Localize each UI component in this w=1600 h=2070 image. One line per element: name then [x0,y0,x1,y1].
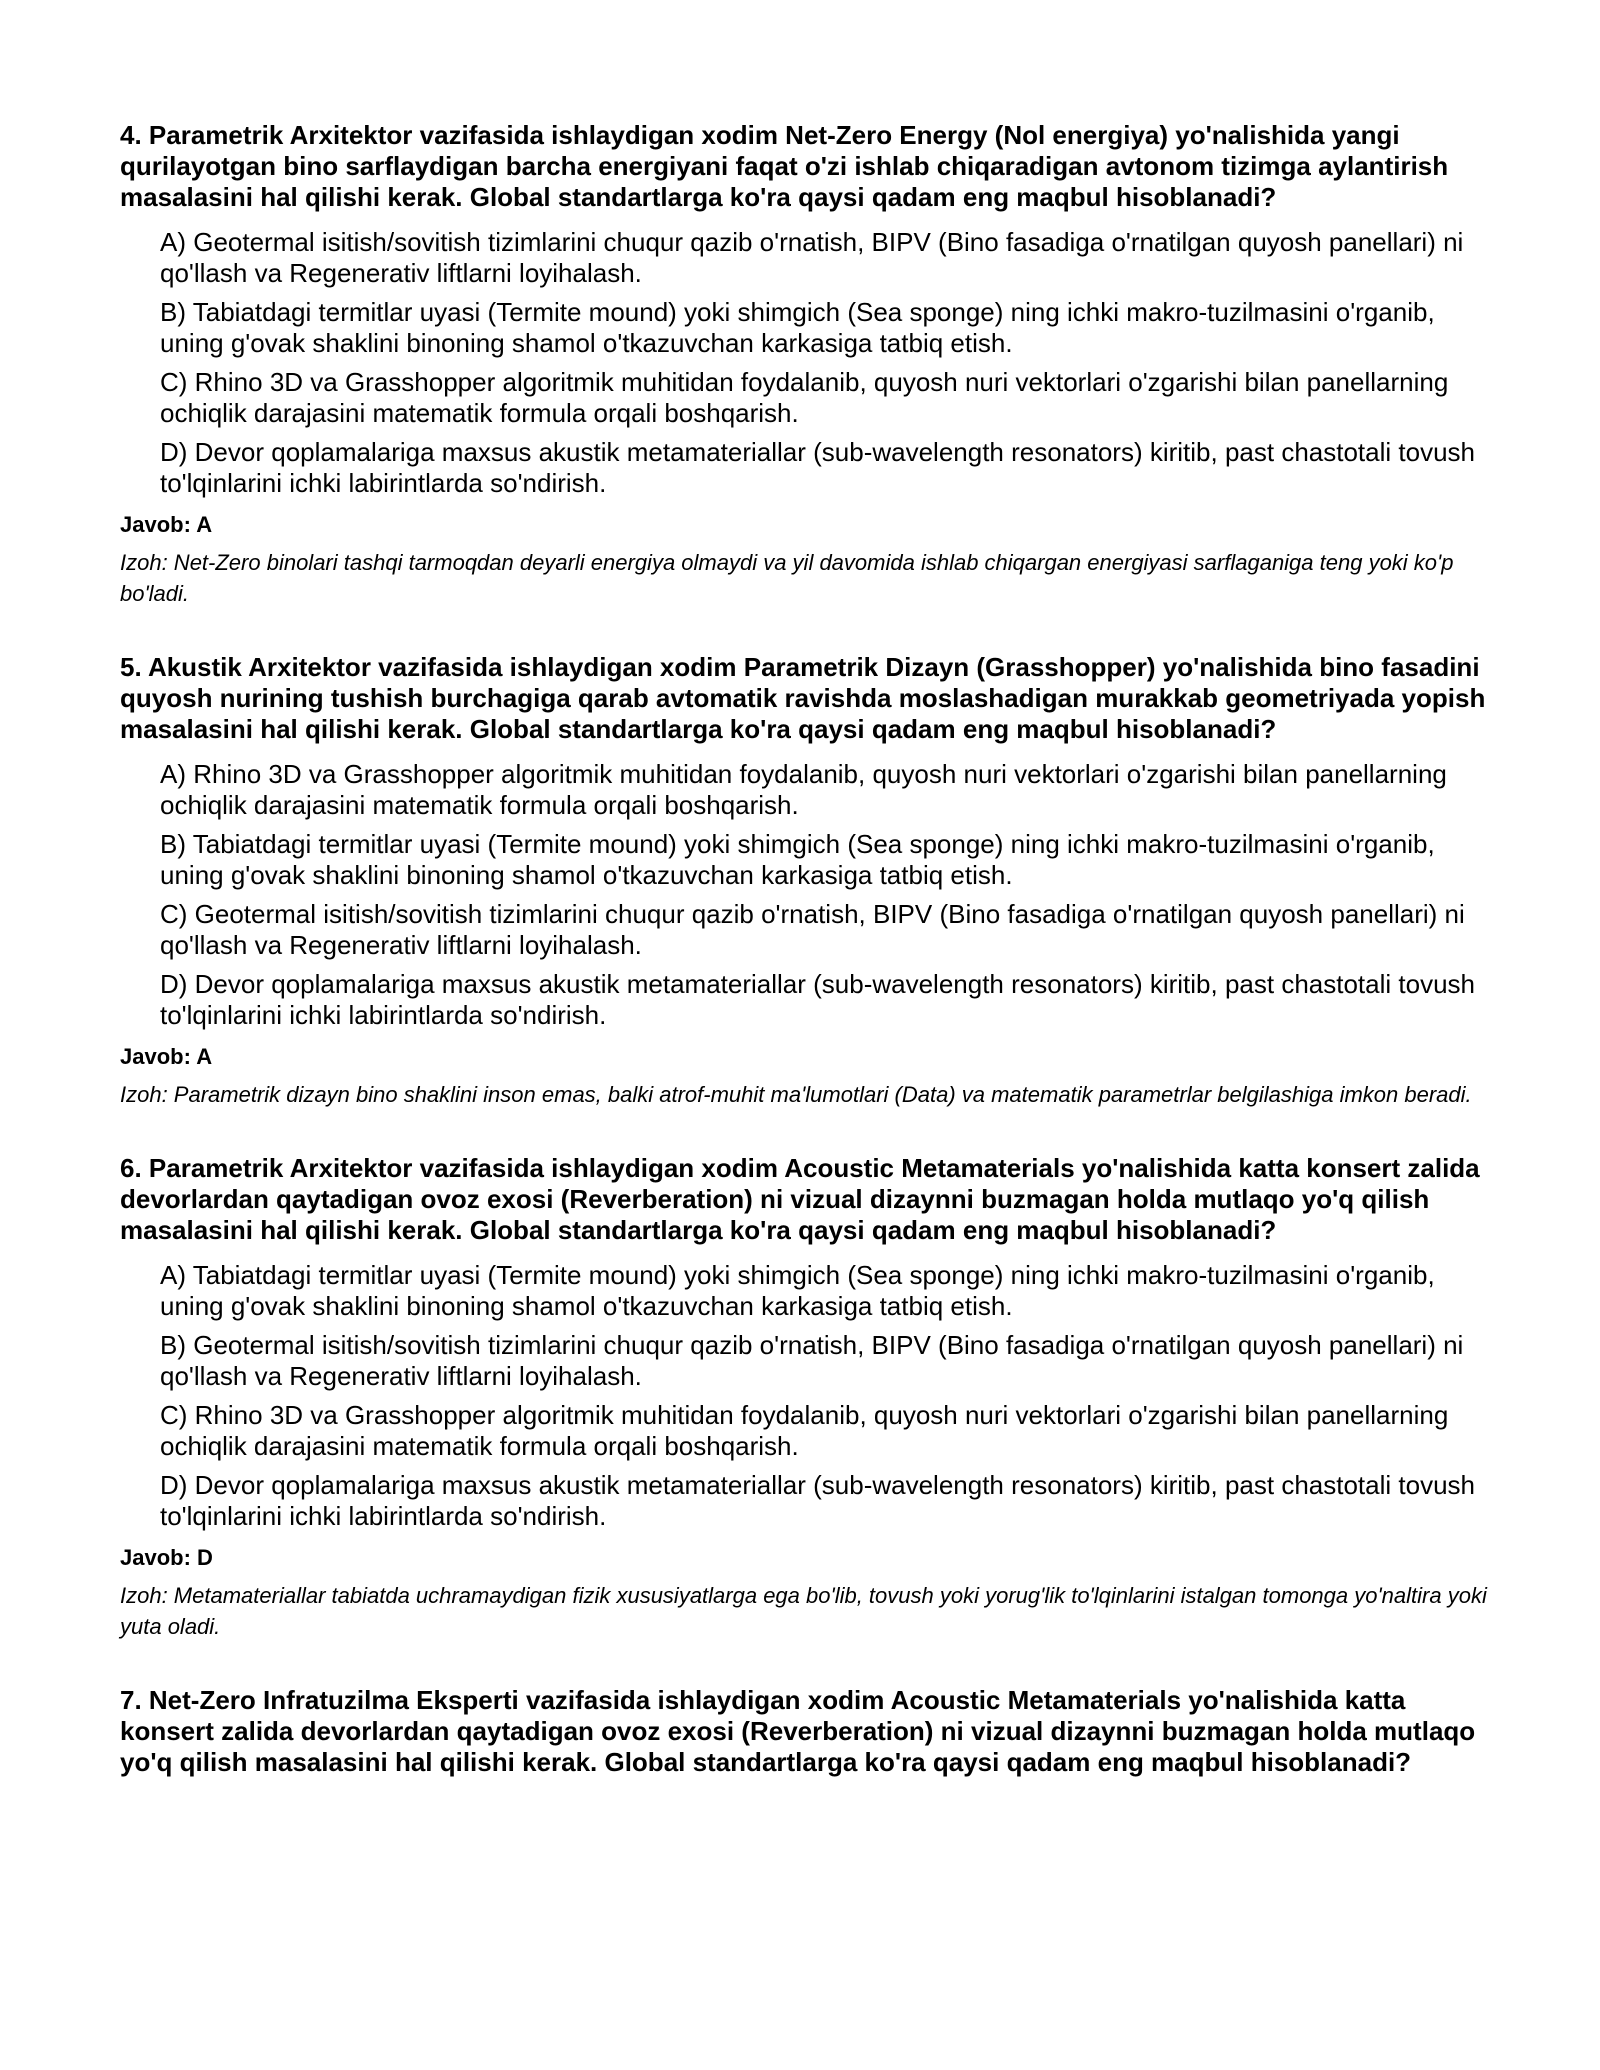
answer-label: Javob: D [120,1545,213,1570]
option-b: B) Tabiatdagi termitlar uyasi (Termite mound) yoki shimgich (Sea sponge) ning ichki makro-tuzilmasini o'rganib, uning g'ovak shaklini binoning shamol o'tkazuvchan karkasiga tatbiq etish. [160,829,1435,890]
option-a: A) Rhino 3D va Grasshopper algoritmik muhitidan foydalanib, quyosh nuri vektorlari o'zgarishi bilan panellarning ochiqlik darajasini matematik formula orqali boshqarish. [160,759,1447,820]
question-6 [120,1153,1490,1642]
option-c: C) Geotermal isitish/sovitish tizimlarini chuqur qazib o'rnatish, BIPV (Bino fasadiga o'rnatilgan quyosh panellari) ni qo'llash va Regenerativ liftlarni loyihalash. [160,899,1465,960]
answer-options [160,1260,1490,1532]
option-c: C) Rhino 3D va Grasshopper algoritmik muhitidan foydalanib, quyosh nuri vektorlari o'zgarishi bilan panellarning ochiqlik darajasini matematik formula orqali boshqarish. [160,367,1449,428]
option-b: B) Tabiatdagi termitlar uyasi (Termite mound) yoki shimgich (Sea sponge) ning ichki makro-tuzilmasini o'rganib, uning g'ovak shaklini binoning shamol o'tkazuvchan karkasiga tatbiq etish. [160,297,1435,358]
explanation-text: Izoh: Net-Zero binolari tashqi tarmoqdan deyarli energiya olmaydi va yil davomida ishlab chiqargan energiyasi sarflaganiga teng yoki ko'p bo'ladi. [120,550,1454,606]
question-text: 7. Net-Zero Infratuzilma Eksperti vazifasida ishlaydigan xodim Acoustic Metamaterials yo'nalishida katta konsert zalida devorlardan qaytadigan ovoz exosi (Reverberation) ni vizual dizaynni buzmagan holda mutlaqo yo'q qilish masalasini hal qilishi kerak. Global standartlarga ko'ra qaysi qadam eng maqbul hisoblanadi? [120,1685,1476,1777]
option-c: C) Rhino 3D va Grasshopper algoritmik muhitidan foydalanib, quyosh nuri vektorlari o'zgarishi bilan panellarning ochiqlik darajasini matematik formula orqali boshqarish. [160,1400,1449,1461]
option-b: B) Geotermal isitish/sovitish tizimlarini chuqur qazib o'rnatish, BIPV (Bino fasadiga o'rnatilgan quyosh panellari) ni qo'llash va Regenerativ liftlarni loyihalash. [160,1330,1464,1391]
option-d: D) Devor qoplamalariga maxsus akustik metamateriallar (sub-wavelength resonators) kiritib, past chastotali tovush to'lqinlarini ichki labirintlarda so'ndirish. [160,969,1475,1030]
answer-options [160,759,1490,1031]
explanation-text: Izoh: Parametrik dizayn bino shaklini inson emas, balki atrof-muhit ma'lumotlari (Data) va matematik parametrlar belgilashiga imkon beradi. [120,1082,1472,1107]
question-5 [120,652,1490,1110]
option-a: A) Tabiatdagi termitlar uyasi (Termite mound) yoki shimgich (Sea sponge) ning ichki makro-tuzilmasini o'rganib, uning g'ovak shaklini binoning shamol o'tkazuvchan karkasiga tatbiq etish. [160,1260,1435,1321]
answer-label: Javob: A [120,512,213,537]
option-a: A) Geotermal isitish/sovitish tizimlarini chuqur qazib o'rnatish, BIPV (Bino fasadiga o'rnatilgan quyosh panellari) ni qo'llash va Regenerativ liftlarni loyihalash. [160,227,1464,288]
explanation-text: Izoh: Metamateriallar tabiatda uchramaydigan fizik xususiyatlarga ega bo'lib, tovush yoki yorug'lik to'lqinlarini istalgan tomonga yo'naltira yoki yuta oladi. [120,1583,1487,1639]
question-text: 6. Parametrik Arxitektor vazifasida ishlaydigan xodim Acoustic Metamaterials yo'nalishida katta konsert zalida devorlardan qaytadigan ovoz exosi (Reverberation) ni vizual dizaynni buzmagan holda mutlaqo yo'q qilish masalasini hal qilishi kerak. Global standartlarga ko'ra qaysi qadam eng maqbul hisoblanadi? [120,1153,1480,1245]
question-7 [120,1685,1490,1778]
question-text: 4. Parametrik Arxitektor vazifasida ishlaydigan xodim Net-Zero Energy (Nol energiya) yo'nalishida yangi qurilayotgan bino sarflaydigan barcha energiyani faqat o'zi ishlab chiqaradigan avtonom tizimga aylantirish masalasini hal qilishi kerak. Global standartlarga ko'ra qaysi qadam eng maqbul hisoblanadi? [120,120,1449,212]
option-d: D) Devor qoplamalariga maxsus akustik metamateriallar (sub-wavelength resonators) kiritib, past chastotali tovush to'lqinlarini ichki labirintlarda so'ndirish. [160,437,1475,498]
answer-label: Javob: A [120,1044,213,1069]
document-page [120,120,1490,1821]
question-text: 5. Akustik Arxitektor vazifasida ishlaydigan xodim Parametrik Dizayn (Grasshopper) yo'nalishida bino fasadini quyosh nurining tushish burchagiga qarab avtomatik ravishda moslashadigan murakkab geometriyada yopish masalasini hal qilishi kerak. Global standartlarga ko'ra qaysi qadam eng maqbul hisoblanadi? [120,652,1486,744]
option-d: D) Devor qoplamalariga maxsus akustik metamateriallar (sub-wavelength resonators) kiritib, past chastotali tovush to'lqinlarini ichki labirintlarda so'ndirish. [160,1470,1475,1531]
question-4 [120,120,1490,609]
answer-options [160,227,1490,499]
